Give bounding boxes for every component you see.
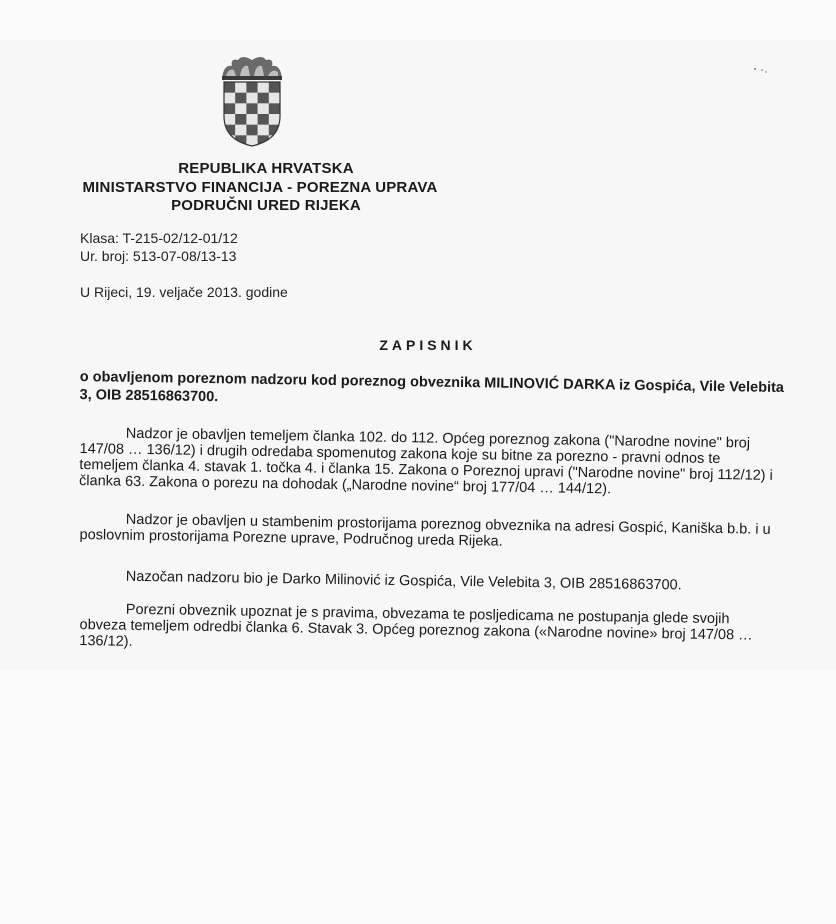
shield-square: [224, 103, 235, 114]
paragraph-legal-basis: Nadzor je obavljen temeljem članka 102. do 112. Općeg poreznog zakona ("Narodne novine" broj 147/08 … 136/12) i drugih odredaba spomenutog zakona koje su bitne za porezno - pravni odnos te temeljem članka 4. stavak 1. točka 4. i članka 15. Zakona o Poreznoj upravi ("Narodne novine" broj 112/12) i članka 63. Zakona o porezu na dohodak („Narodne novine“ broj 177/04 … 144/12).: [78, 425, 773, 498]
header-ministry: MINISTARSTVO FINANCIJA - POREZNA UPRAVA: [82, 179, 438, 196]
klasa-line: Klasa: T-215-02/12-01/12: [80, 230, 238, 246]
shield-square: [224, 114, 235, 125]
shield-square: [258, 125, 269, 136]
shield-square: [269, 82, 280, 93]
shield-square: [224, 82, 235, 93]
header-republic: REPUBLIKA HRVATSKA: [178, 160, 354, 177]
shield-square: [235, 125, 246, 136]
shield-square: [235, 82, 246, 93]
document-title: ZAPISNIK: [379, 337, 477, 353]
shield-square: [235, 114, 246, 125]
shield-square: [258, 114, 269, 125]
place-date-line: U Rijeci, 19. veljače 2013. godine: [80, 284, 288, 300]
shield-square: [258, 93, 269, 104]
header-office: PODRUČNI URED RIJEKA: [171, 197, 361, 214]
shield-square: [269, 93, 280, 104]
shield-square: [246, 103, 257, 114]
ur-broj-line: Ur. broj: 513-07-08/13-13: [80, 248, 237, 264]
shield-square: [258, 82, 269, 93]
shield-square: [246, 82, 257, 93]
paragraph-location: Nadzor je obavljen u stambenim prostorijama poreznog obveznika na adresi Gospić, Kaniška b.b. i u poslovnim prostorijama Porezne uprave, Područnog ureda Rijeka.: [79, 511, 771, 550]
shield-square: [258, 103, 269, 114]
shield-square: [235, 93, 246, 104]
document-subject: o obavljenom poreznom nadzoru kod poreznog obveznika MILINOVIĆ DARKA iz Gospića, Vile Velebita 3, OIB 28516863700.: [79, 368, 785, 406]
crown-icon: [222, 57, 282, 80]
paragraph-present: Nazočan nadzoru bio je Darko Milinović iz Gospića, Vile Velebita 3, OIB 28516863700.: [125, 568, 682, 594]
shield-square: [269, 114, 280, 125]
scan-speck: [753, 66, 769, 74]
shield-square: [269, 135, 280, 146]
shield-square: [224, 93, 235, 104]
shield-square: [269, 103, 280, 114]
shield-square: [224, 135, 235, 146]
shield-square: [235, 103, 246, 114]
shield-square: [246, 93, 257, 104]
croatian-coat-of-arms-icon: [216, 56, 288, 148]
shield-square: [246, 114, 257, 125]
paragraph-rights: Porezni obveznik upoznat je s pravima, obvezama te posljedicama ne postupanja glede svojih obveza temeljem odredbi članka 6. Stavak 3. Općeg poreznog zakona («Narodne novine» broj 147/08 … 136/12).: [79, 601, 753, 650]
shield-icon: [224, 82, 280, 146]
shield-square: [246, 125, 257, 136]
